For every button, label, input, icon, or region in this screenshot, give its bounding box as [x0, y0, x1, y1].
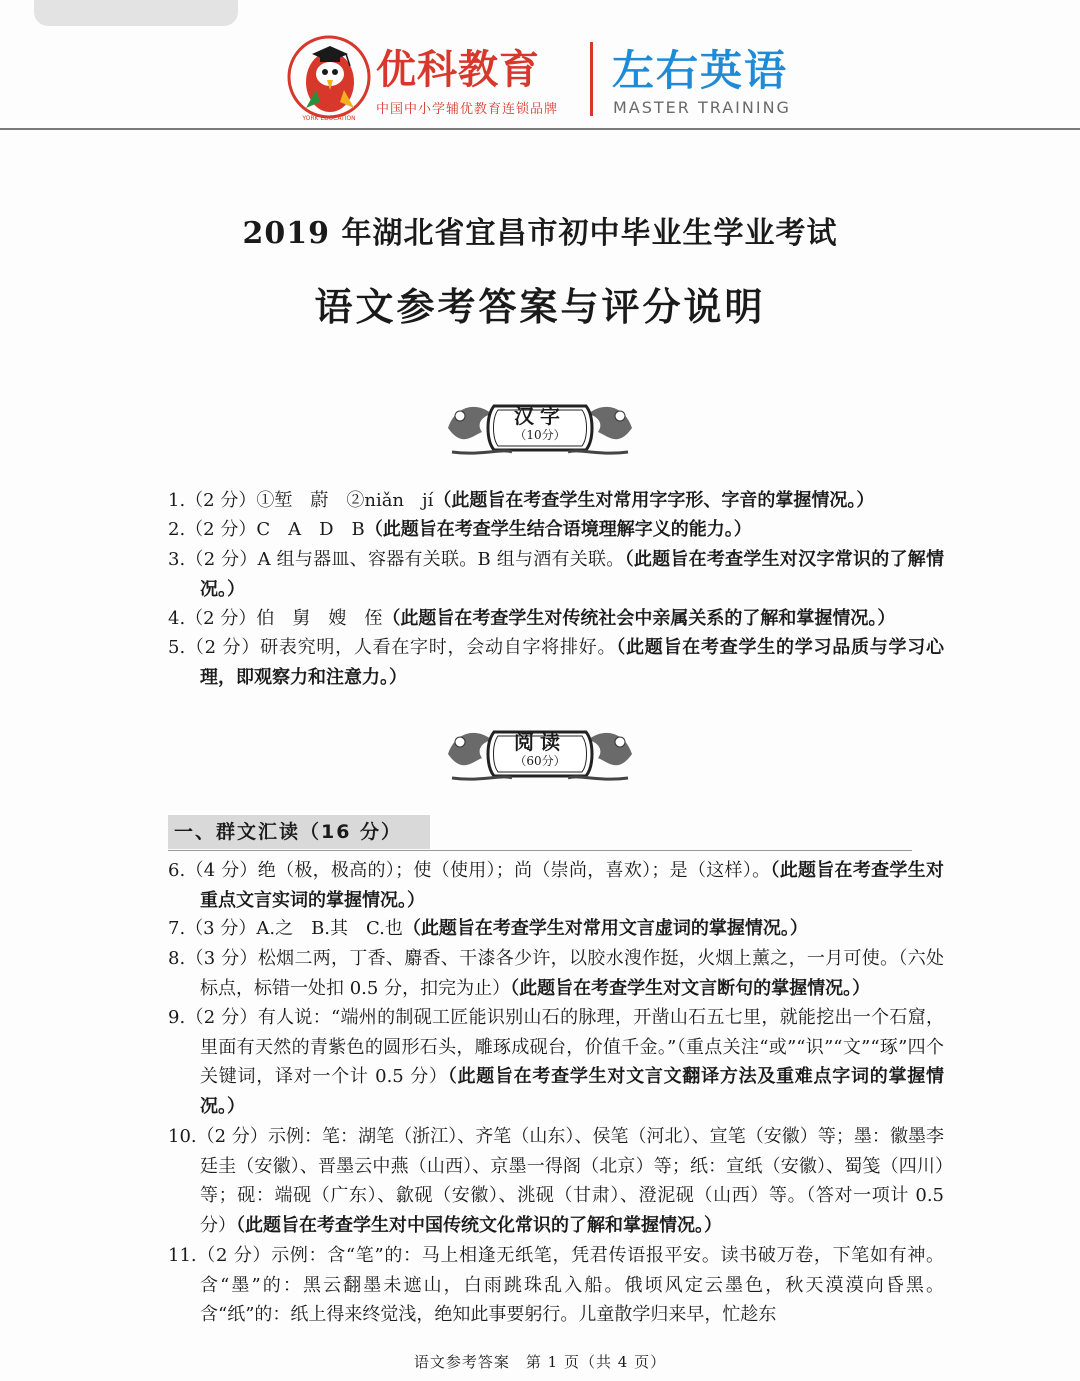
answer-item: 11.（2 分）示例：含“笔”的：马上相逢无纸笔，凭君传语报平安。读书破万卷，下笔如有神。含“墨”的：黑云翻墨未遮山，白雨跳珠乱入船。俄顷风定云墨色，秋天漠漠向昏黑。含“纸”的：纸上得来终觉浅，绝知此事要躬行。儿童散学归来早，忙趁东	[168, 1245, 944, 1325]
partner-subtitle: MASTER TRAINING	[613, 98, 791, 117]
answer-item: 2.（2 分）C A D B（此题旨在考查学生结合语境理解字义的能力。）	[168, 519, 752, 540]
answer-item: 5.（2 分）研表究明，人看在字时，会动自字将排好。（此题旨在考查学生的学习品质与学习心理，即观察力和注意力。）	[168, 637, 944, 688]
banner-score: （10分）	[514, 428, 566, 442]
answer-item: 1.（2 分）①堑 蔚 ②niǎn jí（此题旨在考查学生对常用字字形、字音的掌握情况。）	[168, 490, 875, 511]
answer-item: 7.（3 分）A.之 B.其 C.也（此题旨在考查学生对常用文言虚词的掌握情况。）	[168, 918, 808, 939]
answer-item: 9.（2 分）有人说：“端州的制砚工匠能识别山石的脉理，开凿山石五七里，就能挖出一个石窟，里面有天然的青紫色的圆形石头，雕琢成砚台，价值千金。”（重点关注“或”“识”“文”“琢”四个关键词，译对一个计 0.5 分）（此题旨在考查学生对文言文翻译方法及重难点字词的掌握情况。）	[168, 1007, 944, 1117]
answer-item: 10.（2 分）示例：笔：湖笔（浙江）、齐笔（山东）、侯笔（河北）、宣笔（安徽）等；墨：徽墨李廷圭（安徽）、晋墨云中燕（山西）、京墨一得阁（北京）等；纸：宣纸（安徽）、蜀笺（四川）等；砚：端砚（广东）、歙砚（安徽）、洮砚（甘肃）、澄泥砚（山西）等。（答对一项计 0.5 分）（此题旨在考查学生对中国传统文化常识的了解和掌握情况。）	[168, 1126, 944, 1236]
answer-item: 8.（3 分）松烟二两，丁香、麝香、干漆各少许，以胶水溲作挺，火烟上薰之，一月可使。（六处标点，标错一处扣 0.5 分，扣完为止）（此题旨在考查学生对文言断句的掌握情况。）	[168, 948, 944, 999]
section-divider	[168, 850, 912, 851]
banner-label: 汉字	[514, 404, 566, 428]
banner-score: （60分）	[514, 754, 566, 768]
brand-name: 优科教育	[376, 47, 540, 93]
page-footer: 语文参考答案 第 1 页（共 4 页）	[413, 1353, 667, 1371]
answer-item: 4.（2 分）伯 舅 嫂 侄（此题旨在考查学生对传统社会中亲属关系的了解和掌握情况。）	[168, 608, 896, 629]
browser-tab-strip[interactable]	[34, 0, 238, 26]
answer-key-title: 语文参考答案与评分说明	[314, 284, 766, 329]
header-divider	[590, 42, 593, 116]
mascot-caption: YORK EDUCATION	[302, 115, 356, 122]
parrot-mascot-logo	[284, 32, 374, 122]
partner-name: 左右英语	[612, 46, 789, 95]
banner-label: 阅读	[514, 730, 566, 754]
section-heading: 一、群文汇读（16 分）	[168, 815, 430, 849]
section-banner-hanzi	[442, 396, 638, 460]
answer-item: 3.（2 分）A 组与器皿、容器有关联。B 组与酒有关联。（此题旨在考查学生对汉字常识的了解情况。）	[168, 549, 945, 600]
page-header	[0, 28, 1080, 128]
header-rule	[0, 128, 1080, 130]
answer-item: 6.（4 分）绝（极，极高的）；使（使用）；尚（崇尚，喜欢）；是（这样）。（此题旨在考查学生对重点文言实词的掌握情况。）	[168, 860, 944, 911]
brand-slogan: 中国中小学辅优教育连锁品牌	[376, 102, 559, 117]
exam-title: 2019 年湖北省宜昌市初中毕业生学业考试	[242, 216, 838, 251]
section-banner-yuedu	[442, 722, 638, 786]
